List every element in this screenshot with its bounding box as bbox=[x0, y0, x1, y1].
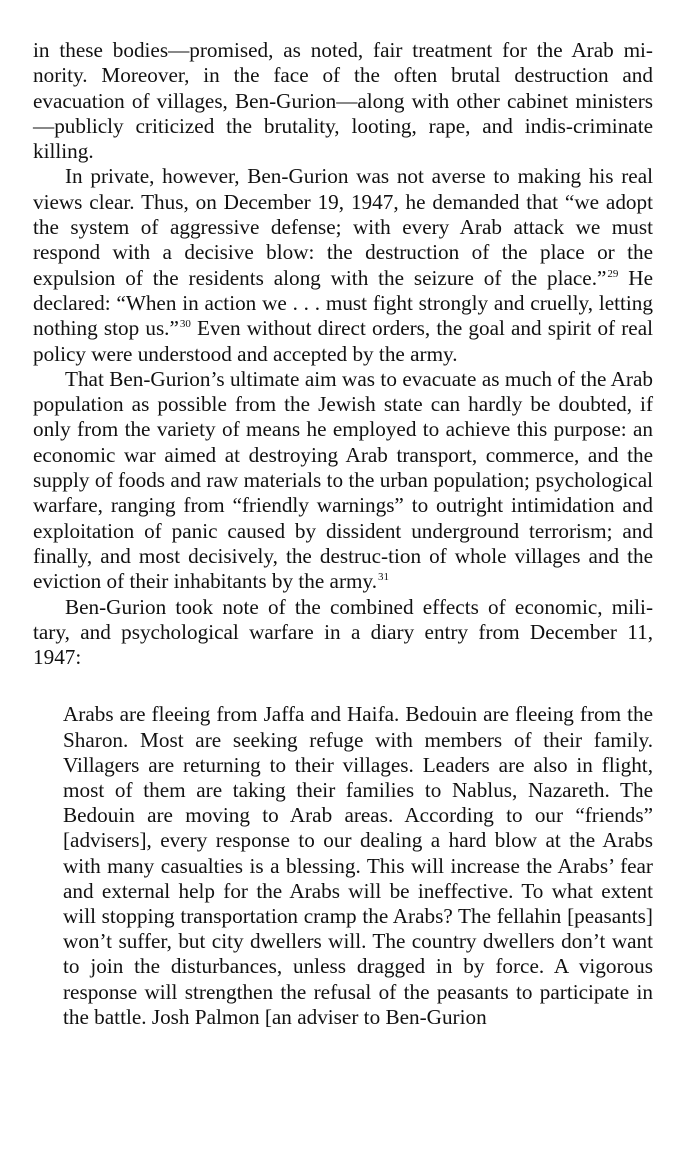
paragraph-text: That Ben-Gurion’s ultimate aim was to evacuate as much of the Arab population as possible from the Jewish state can hardly be doubted, if only from the variety of means he employed to achieve this purpose: an economic war aimed at destroying Arab transport, commerce, and the supply of foods and raw materials to the urban population; psychological warfare, ranging from “friendly warnings” to outright intimidation and exploitation of panic caused by dissident underground terrorism; and finally, and most decisively, the destruc-tion of whole villages and the eviction of their inhabitants by the army. bbox=[33, 366, 653, 594]
footnote-marker-30: 30 bbox=[179, 318, 191, 331]
blockquote-text: Arabs are fleeing from Jaffa and Haifa. Bedouin are fleeing from the Sharon. Most are seeking refuge with members of their family. Villagers are returning to their villages. Leaders are also in flight, most of them are taking their families to Nablus, Nazareth. The Bedouin are moving to Arab areas. According to our “friends” [advisers], every response to our dealing a hard blow at the Arabs with many casualties is a blessing. This will increase the Arabs’ fear and external help for the Arabs will be ineffective. To what extent will stopping transportation cramp the Arabs? The fellahin [peasants] won’t suffer, but city dwellers will. The country dwellers don’t want to join the disturbances, unless dragged in by force. A vigorous response will strengthen the refusal of the peasants to participate in the battle. Josh Palmon [an adviser to Ben-Gurion bbox=[63, 702, 653, 1029]
paragraph-text: in these bodies—promised, as noted, fair treatment for the Arab mi-nority. Moreover, in the face of the often brutal destruction and evacuation of villages, Ben-Gurion—along with other cabinet ministers—publicly criticized the brutality, looting, rape, and indis-criminate killing. bbox=[33, 38, 653, 164]
paragraph-text: In private, however, Ben-Gurion was not averse to making his real views clear. Thus, on December 19, 1947, he demanded that “we adopt the system of aggressive defense; with every Arab attack we must respond with a decisive blow: the destruction of the place or the expulsion of the residents along with the seizure of the place.” bbox=[33, 164, 653, 290]
paragraph-diary-intro bbox=[33, 595, 653, 671]
footnote-marker-29: 29 bbox=[607, 267, 619, 280]
paragraph-private-views bbox=[33, 164, 653, 366]
footnote-marker-31: 31 bbox=[378, 571, 390, 584]
paragraph-ultimate-aim bbox=[33, 367, 653, 595]
book-page bbox=[33, 38, 653, 1030]
paragraph-text: He declared: “When in action we . . . must fight strongly and cruelly, letting nothing stop us.” bbox=[33, 265, 653, 341]
paragraph-text: Ben-Gurion took note of the combined effects of economic, mili-tary, and psychological warfare in a diary entry from December 11, 1947: bbox=[33, 594, 653, 670]
paragraph-text: Even without direct orders, the goal and spirit of real policy were understood and accepted by the army. bbox=[33, 316, 653, 366]
paragraph-public-stance bbox=[33, 38, 653, 164]
diary-blockquote bbox=[63, 702, 653, 1030]
